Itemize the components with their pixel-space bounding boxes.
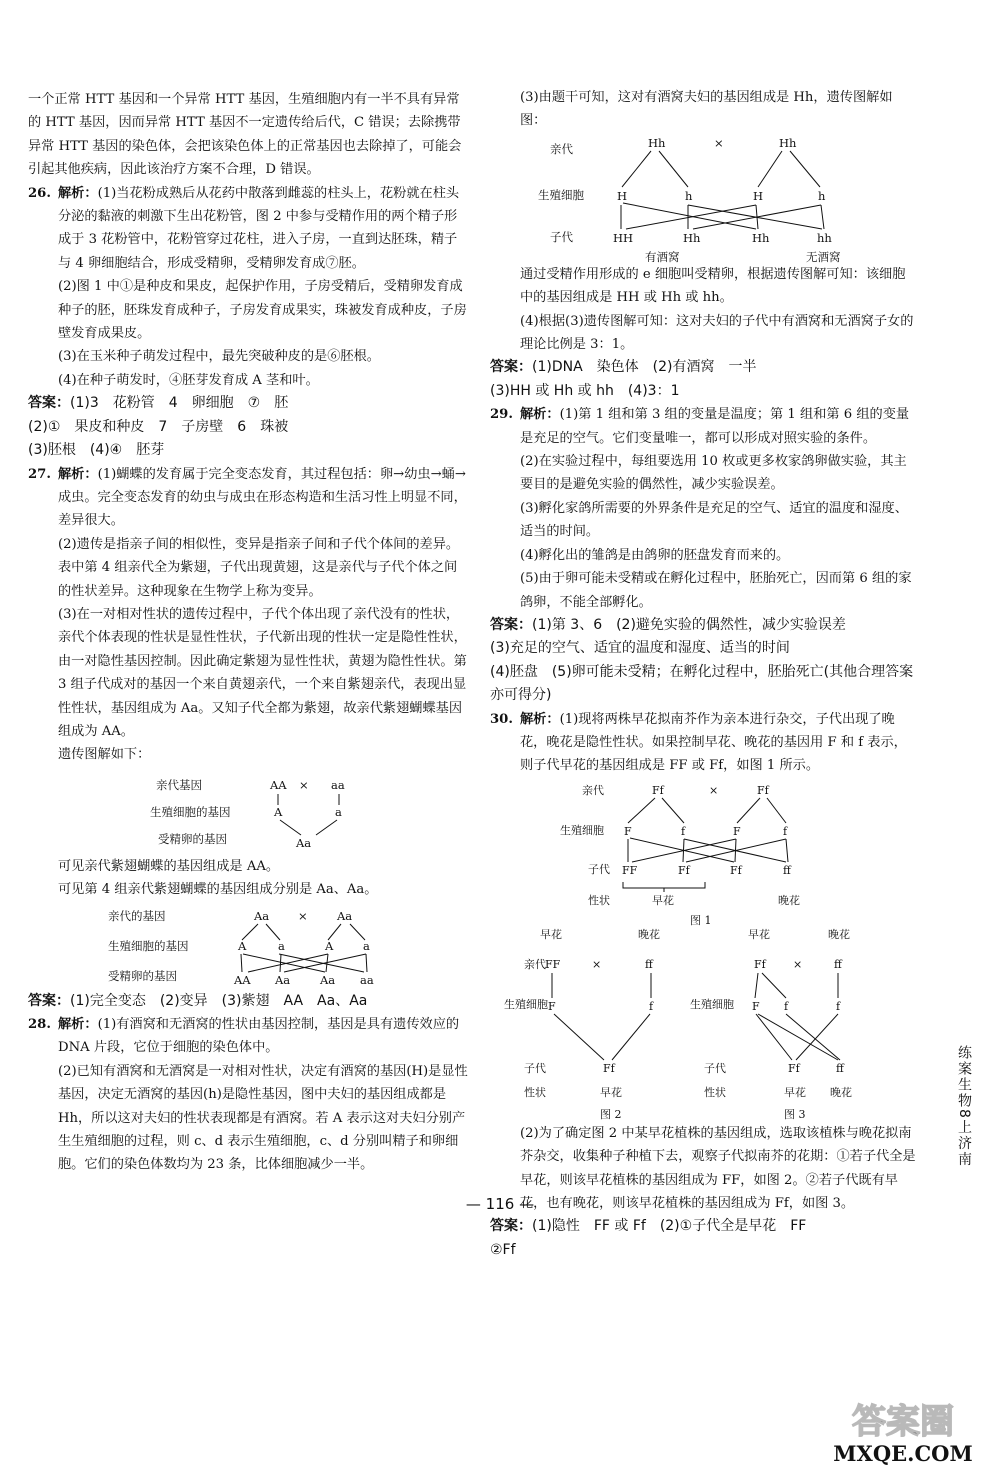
cross-symbol: ×: [592, 957, 602, 971]
gene-label: Aa: [320, 972, 336, 987]
diagram-label: 亲代: [582, 783, 604, 797]
answer-text: (1)3 花粉管 4 卵细胞 ⑦ 胚: [70, 395, 289, 412]
cross-symbol: ×: [299, 777, 309, 792]
gene-label: HH: [613, 230, 634, 245]
gene-label: Aa: [275, 972, 291, 987]
analysis-text: 可见亲代紫翅蝴蝶的基因组成是 AA。: [58, 858, 280, 874]
gene-label: f: [681, 824, 686, 838]
trait-label: 早花: [652, 893, 674, 907]
watermark-url: MXQE.COM: [833, 1441, 973, 1466]
analysis-text: 遗传图解如下：: [58, 747, 151, 763]
diagram-label: 子代: [588, 862, 610, 876]
answer-26: [28, 392, 468, 462]
analysis-text: (4)孵化出的雏鸽是由鸽卵的胚盘发育而来的。: [520, 547, 790, 563]
analysis-text: (1)当花粉成熟后从花药中散落到雌蕊的柱头上，花粉就在柱头分泌的黏液的刺激下生出花粉管，图 2 中参与受精作用的两个精子形成于 3 花粉管中，花粉管穿过花柱，进入子房，一直到达胚珠，精子与 4 卵细胞结合，形成受精卵，受精卵发育成⑦胚。: [58, 185, 460, 271]
analysis-text: (3)在玉米种子萌发过程中，最先突破种皮的是⑥胚根。: [58, 349, 380, 365]
gene-label: F: [733, 824, 741, 838]
analysis-text: 可见第 4 组亲代紫翅蝴蝶的基因组成分别是 Aa、Aa。: [58, 882, 378, 898]
gene-label: Ff: [603, 1061, 615, 1075]
gene-label: aa: [360, 972, 374, 987]
answer-text: (3)充足的空气、适宜的温度和湿度、适当的时间: [490, 640, 790, 657]
question-number: 28.: [28, 1017, 51, 1032]
trait-label: 早花: [748, 927, 770, 941]
analysis-label: 解析：: [520, 711, 560, 727]
gene-label: FF: [622, 863, 638, 877]
diagram-label: 亲代: [550, 141, 573, 156]
diagram-label: 性状: [524, 1085, 546, 1099]
answer-text: (1)隐性 FF 或 Ff (2)①子代全是早花 FF: [532, 1218, 807, 1235]
gene-label: ff: [836, 1061, 844, 1075]
trait-label: 晚花: [778, 893, 800, 907]
diagram-label: 亲代基因: [156, 777, 202, 792]
figure-caption: 图 3: [784, 1107, 806, 1121]
gene-label: A: [325, 938, 334, 953]
gene-label: H: [617, 188, 628, 203]
trait-label: 早花: [540, 927, 562, 941]
question-28: [28, 1013, 468, 1177]
answer-28: [490, 356, 918, 403]
genetic-diagram-aa: [58, 767, 468, 855]
gene-label: Ff: [678, 863, 690, 877]
answer-29: [490, 614, 918, 708]
gene-label: Hh: [683, 230, 701, 245]
question-number: 29.: [490, 407, 513, 423]
gene-label: Aa: [296, 835, 312, 850]
gene-label: f: [836, 999, 841, 1013]
question-number: 27.: [28, 466, 51, 482]
question-30: [490, 708, 918, 778]
gene-label: a: [335, 804, 342, 819]
gene-label: h: [818, 188, 826, 203]
question-26: [28, 182, 468, 393]
gene-label: ff: [783, 863, 791, 877]
diagram-label: 性状: [704, 1085, 726, 1099]
watermark-text: 答案圈: [852, 1402, 954, 1442]
gene-label: Ff: [652, 783, 664, 797]
analysis-text: (3)由题干可知，这对有酒窝夫妇的基因组成是 Hh，遗传图解如图：: [520, 90, 893, 129]
answer-text: (2)① 果皮和种皮 7 子房壁 6 珠被: [28, 418, 289, 435]
analysis-text: (2)已知有酒窝和无酒窝是一对相对性状，决定有酒窝的基因(H)是显性基因，决定无酒窝的基因(h)是隐性基因，图中夫妇的基因组成都是 Hh，所以这对夫妇的性状表现都是有酒窝。若 A 表示这对夫妇分别产生生殖细胞的过程，则 c、d 表示生殖细胞，c、d 分别叫精子和卵细胞。它们的染色体数均为 23 条，比体细胞减少一半。: [58, 1063, 468, 1173]
answer-text: (3)胚根 (4)④ 胚芽: [28, 442, 165, 459]
genetic-diagram-aa-aa: [58, 902, 468, 990]
gene-label: f: [649, 999, 654, 1013]
gene-label: Ff: [754, 957, 766, 971]
diagram-label: 性状: [588, 893, 610, 907]
gene-label: H: [753, 188, 764, 203]
answer-text: (1)完全变态 (2)变异 (3)紫翅 AA Aa、Aa: [70, 992, 368, 1009]
answer-text: ②Ff: [490, 1241, 516, 1258]
gene-label: AA: [234, 972, 251, 987]
analysis-text: (2)在实验过程中，每组要选用 10 枚或更多枚家鸽卵做实验，其主要目的是避免实验的偶然性，减少实验误差。: [520, 454, 907, 493]
answer-label: 答案：: [490, 616, 532, 633]
trait-label: 有酒窝: [645, 249, 680, 263]
gene-label: A: [238, 938, 247, 953]
figure-caption: 图 1: [690, 913, 712, 926]
diagram-arrows: [552, 973, 840, 1060]
diagram-label: 子代: [704, 1061, 726, 1075]
analysis-text: (1)蝴蝶的发育属于完全变态发育，其过程包括：卵→幼虫→蛹→成虫。完全变态发育的幼虫与成虫在形态构造和生活习性上明显不同，差异很大。: [58, 466, 467, 529]
gene-label: Aa: [254, 908, 270, 923]
gene-label: FF: [545, 957, 561, 971]
page-number: — 116 —: [465, 1195, 535, 1213]
trait-label: 晚花: [828, 927, 850, 941]
gene-label: Hh: [752, 230, 770, 245]
analysis-label: 解析：: [520, 407, 560, 423]
gene-label: Hh: [648, 135, 666, 150]
gene-label: aa: [331, 777, 345, 792]
diagram-label: 生殖细胞的基因: [150, 804, 231, 819]
gene-label: AA: [270, 777, 287, 792]
gene-label: Aa: [337, 908, 353, 923]
question-number: 30.: [490, 711, 513, 727]
gene-label: f: [783, 824, 788, 838]
diagram-arrows: [623, 798, 788, 892]
gene-label: hh: [817, 230, 832, 245]
gene-label: Hh: [779, 135, 797, 150]
analysis-text: (1)第 1 组和第 3 组的变量是温度；第 1 组和第 6 组的变量是充足的空气。它们变量唯一，都可以形成对照实验的条件。: [520, 407, 910, 446]
trait-label: 早花: [784, 1085, 806, 1099]
analysis-label: 解析：: [58, 1017, 98, 1032]
analysis-label: 解析：: [58, 185, 98, 201]
trait-label: 早花: [600, 1085, 622, 1099]
answer-30: [490, 1215, 918, 1262]
diagram-label: 生殖细胞的基因: [108, 938, 189, 953]
cross-symbol: ×: [714, 135, 724, 150]
answer-text: (1)第 3、6 (2)避免实验的偶然性，减少实验误差: [532, 616, 846, 633]
diagram-label: 生殖细胞: [538, 187, 584, 202]
question-27: [28, 463, 468, 990]
analysis-text: (1)现将两株早花拟南芥作为亲本进行杂交，子代出现了晚花，晚花是隐性性状。如果控制早花、晚花的基因用 F 和 f 表示，则子代早花的基因组成是 FF 或 Ff，如图 1 所示。: [520, 711, 907, 774]
analysis-text: (1)有酒窝和无酒窝的性状由基因控制，基因是具有遗传效应的 DNA 片段，它位于细胞的染色体中。: [58, 1017, 460, 1056]
answer-text: (3)HH 或 Hh 或 hh (4)3：1: [490, 382, 680, 399]
answer-27: [28, 990, 468, 1013]
analysis-text: (3)在一对相对性状的遗传过程中，子代个体出现了亲代没有的性状，亲代个体表现的性状是显性性状，子代新出现的性状一定是隐性性状，由一对隐性基因控制。因此确定紫翅为显性性状，黄翅为隐性性状。第 3 组子代成对的基因一个来自黄翅亲代，一个来自紫翅亲代，表现出显性性状，基因组成为 Aa。又知子代全都为紫翅，故亲代紫翅蝴蝶基因组成为 AA。: [58, 606, 467, 739]
diagram-label: 生殖细胞: [560, 823, 604, 837]
analysis-text: (4)在种子萌发时，④胚芽发育成 A 茎和叶。: [58, 372, 319, 388]
diagram-label: 子代: [524, 1061, 546, 1075]
trait-label: 无酒窝: [806, 249, 841, 263]
gene-label: h: [685, 188, 693, 203]
answer-text: (1)DNA 染色体 (2)有酒窝 一半: [532, 359, 757, 376]
trait-label: 晚花: [638, 927, 660, 941]
gene-label: f: [784, 999, 789, 1013]
analysis-text: (2)为了确定图 2 中某早花植株的基因组成，选取该植株与晚花拟南芥杂交，收集种子种植下去，观察子代拟南芥的花期：①若子代全是早花，则该早花植株的基因组成为 FF，如图 2。②若子代既有早花，也有晚花，则该早花植株的基因组成为 Ff，如图 3。: [520, 1125, 916, 1211]
analysis-text: (5)由于卵可能未受精或在孵化过程中，胚胎死亡，因而第 6 组的家鸽卵，不能全部孵化。: [520, 571, 912, 610]
genetic-diagram-hh: [520, 133, 918, 263]
side-label: 练案生物8上济南: [956, 1045, 972, 1168]
gene-label: a: [363, 938, 370, 953]
gene-label: a: [278, 938, 285, 953]
gene-label: F: [548, 999, 556, 1013]
diagram-arrows: [621, 151, 824, 229]
watermark-logo: [808, 1395, 998, 1467]
question-29: [490, 403, 918, 614]
figure-caption: 图 2: [600, 1107, 622, 1121]
answer-label: 答案：: [490, 1218, 532, 1235]
cross-symbol: ×: [793, 957, 803, 971]
question-number: 26.: [28, 185, 51, 201]
diagram-label: 子代: [550, 229, 573, 244]
question-28-continued: [490, 86, 918, 356]
answer-label: 答案：: [28, 992, 70, 1009]
left-column: [28, 88, 468, 1177]
analysis-text: 通过受精作用形成的 e 细胞叫受精卵，根据遗传图解可知：该细胞中的基因组成是 HH 或 Hh 或 hh。: [520, 266, 906, 306]
diagram-label: 受精卵的基因: [158, 831, 227, 846]
figure-2-3-diagram: [490, 926, 918, 1122]
diagram-label: 亲代的基因: [108, 908, 166, 923]
right-column: [490, 86, 918, 1262]
trait-label: 晚花: [830, 1085, 852, 1099]
diagram-label: 亲代: [524, 957, 546, 971]
answer-label: 答案：: [490, 359, 532, 376]
intro-paragraph: 一个正常 HTT 基因和一个异常 HTT 基因，生殖细胞内有一半不具有异常的 HTT 基因，因而异常 HTT 基因不一定遗传给后代，C 错误；去除携带异常 HTT 基因的染色体，会把该染色体上的正常基因也去除掉了，可能会引起其他疾病，因此该治疗方案不合理，D 错误。: [28, 92, 462, 178]
analysis-label: 解析：: [58, 466, 98, 482]
gene-label: ff: [834, 957, 842, 971]
analysis-text: (2)图 1 中①是种皮和果皮，起保护作用，子房受精后，受精卵发育成种子的胚，胚珠发育成种子，子房发育成果实，珠被发育成种皮，子房壁发育成果皮。: [58, 279, 467, 342]
gene-label: F: [624, 824, 632, 838]
answer-label: 答案：: [28, 395, 70, 412]
gene-label: Ff: [730, 863, 742, 877]
gene-label: Ff: [757, 783, 769, 797]
cross-symbol: ×: [298, 908, 308, 923]
gene-label: ff: [645, 957, 653, 971]
gene-label: F: [752, 999, 760, 1013]
analysis-text: (3)孵化家鸽所需要的外界条件是充足的空气、适宜的温度和湿度、适当的时间。: [520, 500, 908, 540]
diagram-label: 受精卵的基因: [108, 968, 177, 983]
diagram-arrows: [278, 794, 339, 835]
analysis-text: (4)根据(3)遗传图解可知：这对夫妇的子代中有酒窝和无酒窝子女的理论比例是 3：1。: [520, 313, 914, 353]
diagram-arrows: [241, 924, 367, 972]
analysis-text: (2)遗传是指亲子间的相似性，变异是指亲子间和子代个体间的差异。表中第 4 组亲代全为紫翅，子代出现黄翅，这是亲代与子代个体之间的性状差异。这种现象在生物学上称为变异。: [58, 536, 460, 599]
diagram-label: 生殖细胞: [504, 997, 548, 1011]
gene-label: A: [274, 804, 283, 819]
gene-label: Ff: [788, 1061, 800, 1075]
figure-1-diagram: [490, 778, 918, 926]
answer-text: (4)胚盘 (5)卵可能未受精；在孵化过程中，胚胎死亡(其他合理答案亦可得分): [490, 663, 914, 704]
diagram-label: 生殖细胞: [690, 997, 734, 1011]
cross-symbol: ×: [709, 783, 719, 797]
